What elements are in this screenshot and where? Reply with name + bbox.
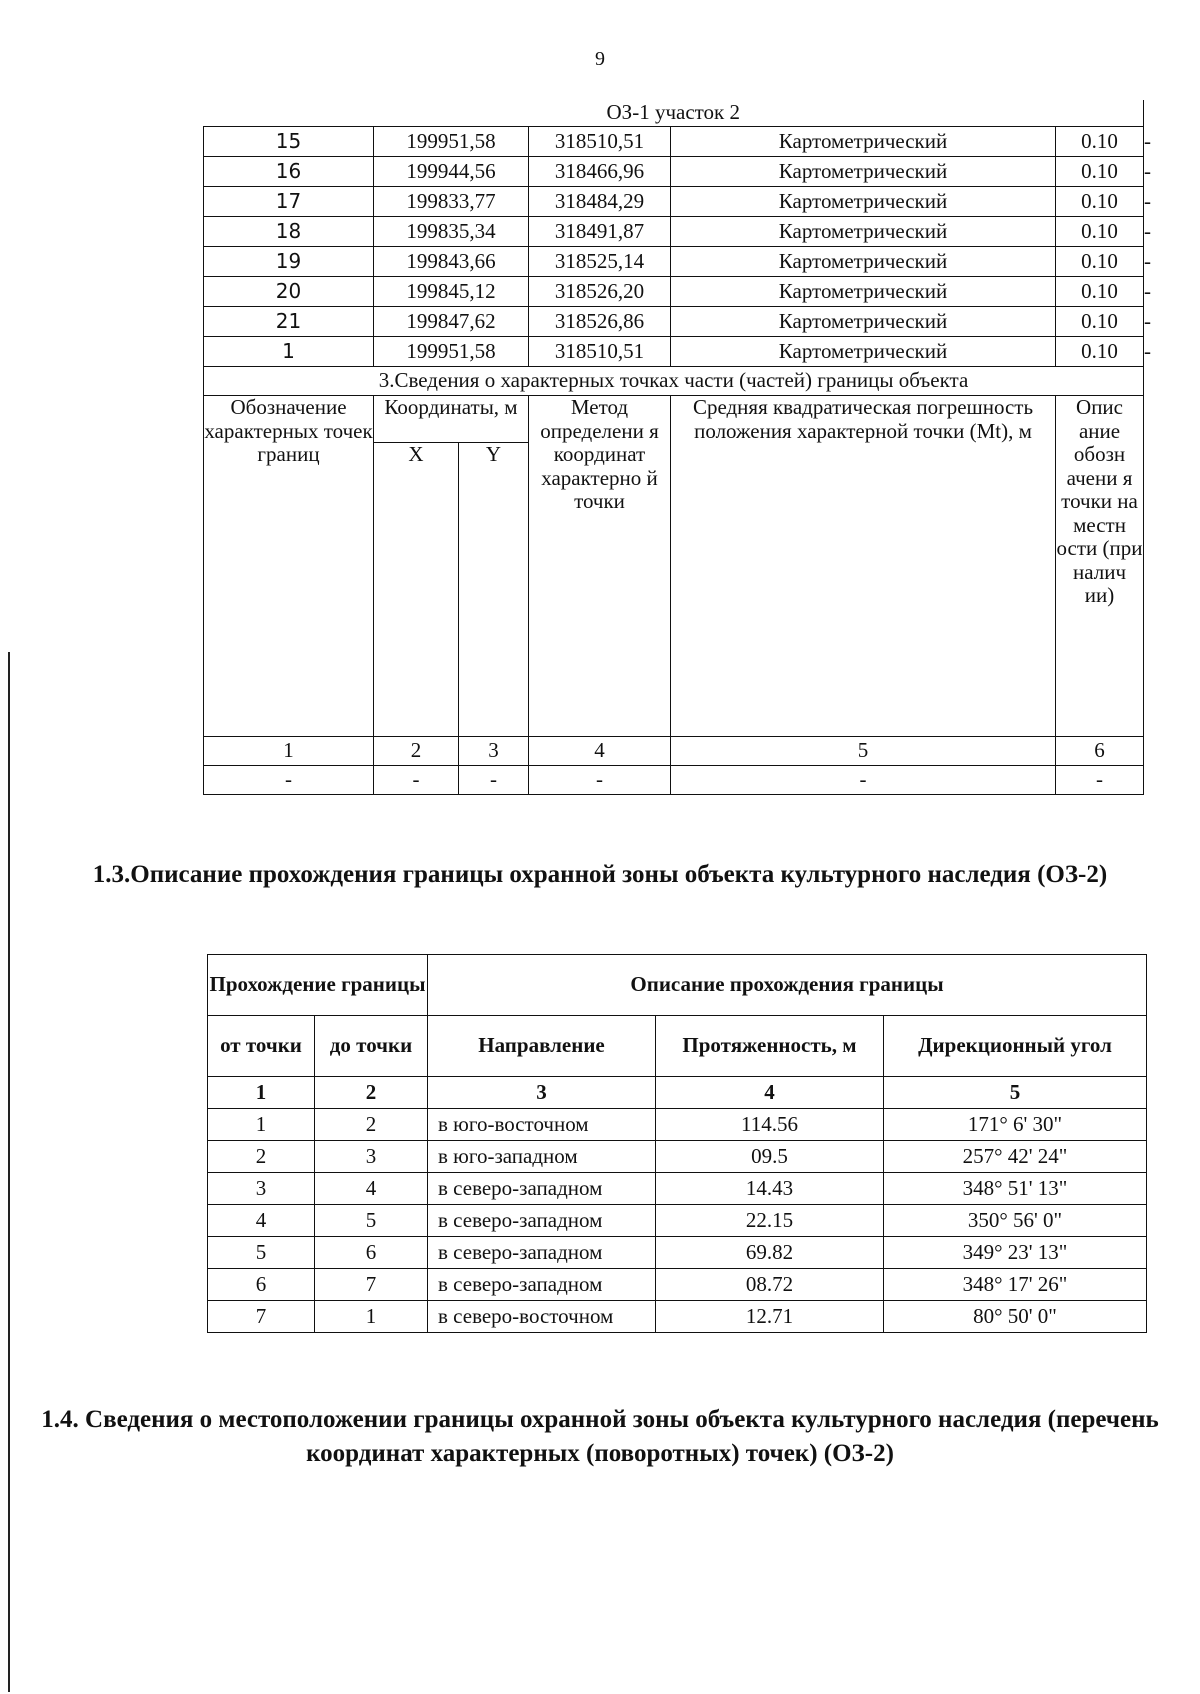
section-title-row	[204, 100, 1144, 127]
position-error: 0.10	[1056, 157, 1144, 187]
coordinate-x: 199843,66	[374, 247, 529, 277]
directional-angle: 80° 50' 0"	[884, 1301, 1147, 1333]
directional-angle: 348° 51' 13"	[884, 1173, 1147, 1205]
table-row: 18 199835,34 318491,87 Картометрический 0.10 -	[204, 217, 1144, 247]
table-row	[208, 1205, 1147, 1237]
table-row: 15 199951,58 318510,51 Картометрический 0.10 -	[204, 127, 1144, 157]
coordinate-x: 199833,77	[374, 187, 529, 217]
colnum-6: 6	[1056, 737, 1144, 766]
coordinate-y: 318510,51	[529, 127, 671, 157]
scan-edge-mark	[8, 652, 10, 1692]
top-table-rows	[204, 127, 1152, 367]
header-angle: Дирекционный угол	[884, 1016, 1147, 1077]
table-row: 17 199833,77 318484,29 Картометрический 0.10 -	[204, 187, 1144, 217]
direction: в северо-западном	[428, 1205, 656, 1237]
point-number: 21	[204, 307, 374, 337]
heading-1-3: 1.3.Описание прохождения границы охранной зоны объекта культурного наследия (ОЗ-2)	[92, 861, 1108, 888]
bottom-colnum-4: 4	[656, 1077, 884, 1109]
table-row	[208, 1269, 1147, 1301]
page-number: 9	[595, 48, 605, 70]
direction: в юго-восточном	[428, 1109, 656, 1141]
method: Картометрический	[671, 307, 1056, 337]
table-row	[208, 1173, 1147, 1205]
to-point: 4	[315, 1173, 428, 1205]
method: Картометрический	[671, 127, 1056, 157]
table-row	[208, 1301, 1147, 1333]
coordinate-x: 199847,62	[374, 307, 529, 337]
table-row: 16 199944,56 318466,96 Картометрический 0.10 -	[204, 157, 1144, 187]
directional-angle: 171° 6' 30"	[884, 1109, 1147, 1141]
table-row: 19 199843,66 318525,14 Картометрический 0.10 -	[204, 247, 1144, 277]
from-point: 4	[208, 1205, 315, 1237]
from-point: 2	[208, 1141, 315, 1173]
header-coordinates: Координаты, м	[374, 396, 529, 443]
section3-title-row	[204, 367, 1144, 396]
method: Картометрический	[671, 217, 1056, 247]
method: Картометрический	[671, 187, 1056, 217]
bottom-column-numbers-row	[208, 1077, 1147, 1109]
point-number: 20	[204, 277, 374, 307]
directional-angle: 350° 56' 0"	[884, 1205, 1147, 1237]
point-number: 18	[204, 217, 374, 247]
coordinate-y: 318510,51	[529, 337, 671, 367]
bottom-header-row-1	[208, 955, 1147, 1016]
colnum-1: 1	[204, 737, 374, 766]
position-error: 0.10	[1056, 337, 1144, 367]
length: 22.15	[656, 1205, 884, 1237]
empty-row	[204, 766, 1144, 795]
direction: в северо-западном	[428, 1173, 656, 1205]
length: 14.43	[656, 1173, 884, 1205]
header-direction: Направление	[428, 1016, 656, 1077]
colnum-5: 5	[671, 737, 1056, 766]
header-method: Метод определени я координат характерно й точки	[529, 396, 671, 737]
header-x: X	[374, 443, 459, 737]
method: Картометрический	[671, 157, 1056, 187]
length: 09.5	[656, 1141, 884, 1173]
direction: в юго-западном	[428, 1141, 656, 1173]
bottom-colnum-2: 2	[315, 1077, 428, 1109]
colnum-4: 4	[529, 737, 671, 766]
to-point: 6	[315, 1237, 428, 1269]
header-designation: Обозначение характерных точек границ	[204, 396, 374, 737]
bottom-table-rows	[208, 1109, 1147, 1333]
boundary-points-table	[203, 100, 1152, 795]
empty-cell-5: -	[671, 766, 1056, 795]
length: 69.82	[656, 1237, 884, 1269]
header-y: Y	[459, 443, 529, 737]
section-title: ОЗ-1 участок 2	[204, 100, 1144, 127]
boundary-description-table	[207, 954, 1147, 1333]
method: Картометрический	[671, 277, 1056, 307]
point-number: 19	[204, 247, 374, 277]
from-point: 6	[208, 1269, 315, 1301]
coordinate-y: 318484,29	[529, 187, 671, 217]
section3-header-row-1	[204, 396, 1144, 443]
table-row: 1 199951,58 318510,51 Картометрический 0.10 -	[204, 337, 1144, 367]
position-error: 0.10	[1056, 247, 1144, 277]
directional-angle: 348° 17' 26"	[884, 1269, 1147, 1301]
empty-cell-1: -	[204, 766, 374, 795]
length: 08.72	[656, 1269, 884, 1301]
empty-cell-3: -	[459, 766, 529, 795]
header-from-point: от точки	[208, 1016, 315, 1077]
point-number: 17	[204, 187, 374, 217]
header-to-point: до точки	[315, 1016, 428, 1077]
coordinate-y: 318526,86	[529, 307, 671, 337]
section3-title: 3.Сведения о характерных точках части (частей) границы объекта	[204, 367, 1144, 396]
coordinate-x: 199845,12	[374, 277, 529, 307]
coordinate-x: 199951,58	[374, 127, 529, 157]
coordinate-y: 318526,20	[529, 277, 671, 307]
header-length: Протяженность, м	[656, 1016, 884, 1077]
table-row: 20 199845,12 318526,20 Картометрический 0.10 -	[204, 277, 1144, 307]
to-point: 2	[315, 1109, 428, 1141]
empty-cell-2: -	[374, 766, 459, 795]
coordinate-x: 199944,56	[374, 157, 529, 187]
header-boundary-passage: Прохождение границы	[208, 955, 428, 1016]
length: 114.56	[656, 1109, 884, 1141]
column-numbers-row	[204, 737, 1144, 766]
position-error: 0.10	[1056, 277, 1144, 307]
position-error: 0.10	[1056, 217, 1144, 247]
from-point: 3	[208, 1173, 315, 1205]
bottom-colnum-1: 1	[208, 1077, 315, 1109]
to-point: 3	[315, 1141, 428, 1173]
point-number: 1	[204, 337, 374, 367]
table-row: 21 199847,62 318526,86 Картометрический 0.10 -	[204, 307, 1144, 337]
colnum-2: 2	[374, 737, 459, 766]
method: Картометрический	[671, 247, 1056, 277]
table-row	[208, 1141, 1147, 1173]
position-error: 0.10	[1056, 127, 1144, 157]
directional-angle: 257° 42' 24"	[884, 1141, 1147, 1173]
direction: в северо-западном	[428, 1237, 656, 1269]
bottom-colnum-3: 3	[428, 1077, 656, 1109]
method: Картометрический	[671, 337, 1056, 367]
from-point: 1	[208, 1109, 315, 1141]
from-point: 5	[208, 1237, 315, 1269]
direction: в северо-западном	[428, 1269, 656, 1301]
coordinate-y: 318466,96	[529, 157, 671, 187]
header-boundary-description: Описание прохождения границы	[428, 955, 1147, 1016]
table-row	[208, 1237, 1147, 1269]
from-point: 7	[208, 1301, 315, 1333]
empty-cell-4: -	[529, 766, 671, 795]
to-point: 7	[315, 1269, 428, 1301]
bottom-colnum-5: 5	[884, 1077, 1147, 1109]
to-point: 5	[315, 1205, 428, 1237]
coordinate-y: 318525,14	[529, 247, 671, 277]
header-error: Средняя квадратическая погрешность положения характерной точки (Mt), м	[671, 396, 1056, 737]
heading-1-4: 1.4. Сведения о местоположении границы охранной зоны объекта культурного наследия (перечень координат характерных (поворотных) точек) (ОЗ-2)	[41, 1406, 1159, 1467]
point-number: 16	[204, 157, 374, 187]
directional-angle: 349° 23' 13"	[884, 1237, 1147, 1269]
coordinate-x: 199951,58	[374, 337, 529, 367]
empty-cell-6: -	[1056, 766, 1144, 795]
colnum-3: 3	[459, 737, 529, 766]
to-point: 1	[315, 1301, 428, 1333]
coordinate-x: 199835,34	[374, 217, 529, 247]
header-description: Опис ание обозн ачени я точки на местн ости (при налич ии)	[1056, 396, 1144, 737]
coordinate-y: 318491,87	[529, 217, 671, 247]
point-number: 15	[204, 127, 374, 157]
position-error: 0.10	[1056, 307, 1144, 337]
table-row	[208, 1109, 1147, 1141]
length: 12.71	[656, 1301, 884, 1333]
position-error: 0.10	[1056, 187, 1144, 217]
direction: в северо-восточном	[428, 1301, 656, 1333]
